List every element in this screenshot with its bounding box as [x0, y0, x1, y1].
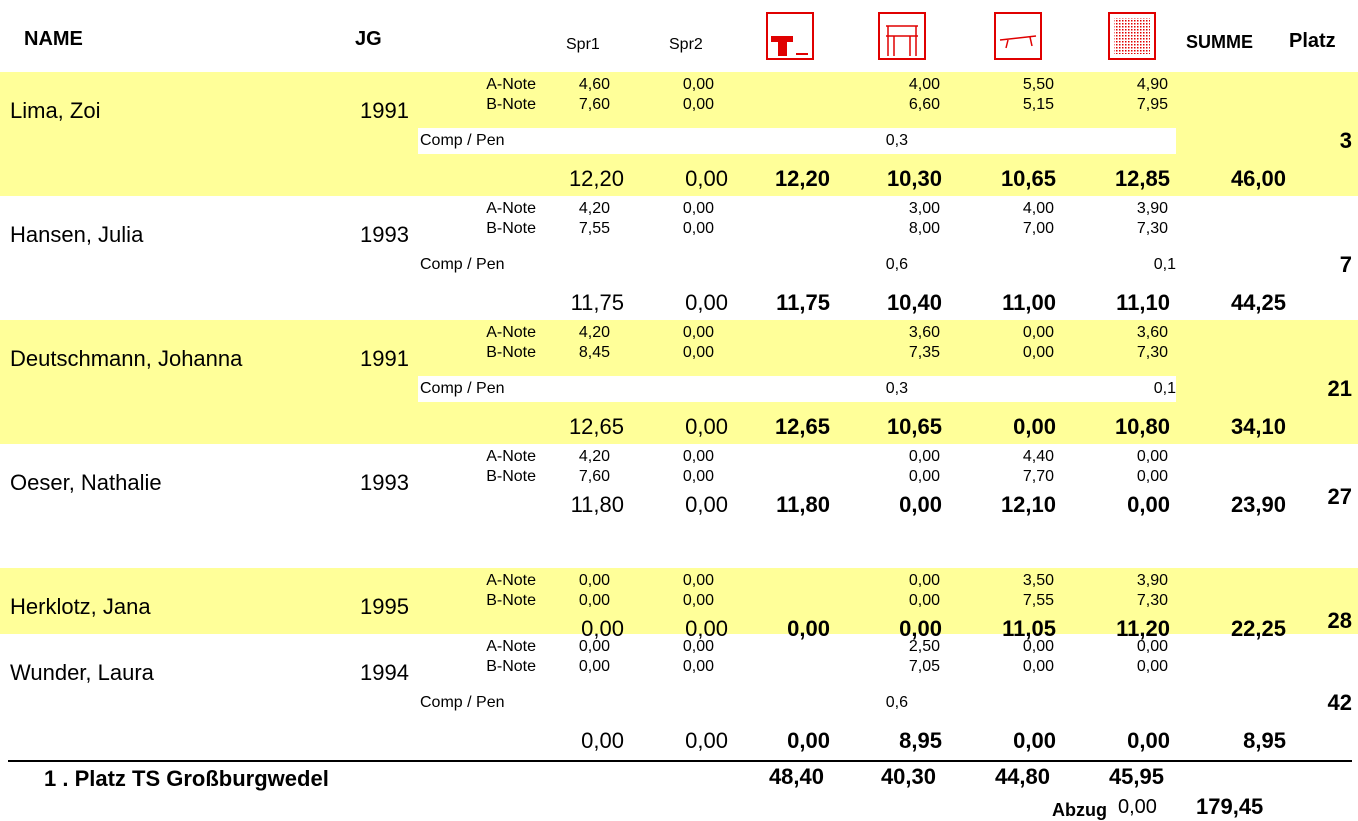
athlete-name: Deutschmann, Johanna	[10, 346, 243, 371]
apparatus-total: 0,00	[787, 616, 830, 641]
a-note-score: 0,00	[1136, 638, 1168, 655]
run-total: 11,75	[570, 290, 624, 315]
vault-icon	[766, 12, 814, 60]
comp-pen-band	[418, 376, 1176, 402]
athlete-name: Hansen, Julia	[10, 222, 144, 247]
b-note-score: 7,35	[908, 344, 940, 361]
b-note-score: 7,55	[1022, 592, 1054, 609]
apparatus-total: 0,00	[899, 492, 942, 517]
a-note-score: 0,00	[682, 76, 714, 93]
b-note-score: 0,00	[682, 468, 714, 485]
a-note-score: 4,00	[908, 76, 940, 93]
balance-beam-icon	[994, 12, 1042, 60]
a-note-score: 3,90	[1136, 200, 1168, 217]
a-note-score: 0,00	[578, 638, 610, 655]
b-note-score: 5,15	[1022, 96, 1054, 113]
run-total: 0,00	[685, 414, 728, 439]
apparatus-total: 11,75	[776, 290, 830, 315]
apparatus-total: 12,10	[1000, 492, 1056, 517]
comp-pen-label: Comp / Pen	[420, 132, 505, 149]
b-note-score: 7,55	[578, 220, 610, 237]
a-note-score: 5,50	[1022, 76, 1054, 93]
apparatus-total: 11,20	[1116, 616, 1170, 641]
floor-icon	[1108, 12, 1156, 60]
athlete-platz: 7	[1339, 252, 1352, 277]
apparatus-total: 10,65	[886, 414, 942, 439]
comp-pen-bars: 0,3	[885, 380, 908, 397]
a-note-score: 0,00	[682, 448, 714, 465]
run-total: 0,00	[581, 616, 624, 641]
athlete-name: Oeser, Nathalie	[10, 470, 162, 495]
run-total: 12,65	[568, 414, 624, 439]
athlete-name: Herklotz, Jana	[10, 594, 151, 619]
athlete-name: Wunder, Laura	[10, 660, 154, 685]
comp-pen-bars: 0,6	[885, 256, 908, 273]
b-note-score: 0,00	[908, 592, 940, 609]
a-note-label: A-Note	[486, 200, 536, 217]
b-note-score: 7,00	[1022, 220, 1054, 237]
a-note-score: 4,20	[578, 448, 610, 465]
b-note-score: 7,30	[1136, 344, 1168, 361]
header-platz: Platz	[1289, 30, 1336, 52]
apparatus-total: 11,10	[1116, 290, 1170, 315]
footer-total-vault: 48,40	[768, 764, 824, 789]
athlete-year: 1995	[360, 594, 409, 619]
a-note-label: A-Note	[486, 76, 536, 93]
athlete-summe: 34,10	[1230, 414, 1286, 439]
a-note-label: A-Note	[486, 324, 536, 341]
apparatus-total: 10,30	[886, 166, 942, 191]
run-total: 0,00	[581, 728, 624, 753]
athlete-summe: 23,90	[1230, 492, 1286, 517]
comp-pen-floor: 0,1	[1153, 256, 1176, 273]
comp-pen-label: Comp / Pen	[420, 256, 505, 273]
athlete-year: 1991	[360, 98, 409, 123]
grand-total: 179,45	[1196, 794, 1264, 819]
b-note-score: 7,60	[578, 468, 610, 485]
apparatus-total: 10,80	[1114, 414, 1170, 439]
athlete-summe: 46,00	[1230, 166, 1286, 191]
team-placement: 1 . Platz TS Großburgwedel	[44, 766, 329, 791]
abzug-label: Abzug	[1052, 800, 1107, 820]
b-note-score: 7,05	[908, 658, 940, 675]
comp-pen-band	[418, 128, 1176, 154]
apparatus-total: 0,00	[1127, 728, 1170, 753]
apparatus-total: 0,00	[787, 728, 830, 753]
header-jg: JG	[355, 28, 382, 50]
apparatus-total: 11,00	[1002, 290, 1056, 315]
header-spr2: Spr2	[669, 36, 703, 53]
b-note-score: 0,00	[578, 592, 610, 609]
header-spr1: Spr1	[566, 36, 600, 53]
run-total: 0,00	[685, 290, 728, 315]
apparatus-total: 12,20	[774, 166, 830, 191]
b-note-label: B-Note	[486, 344, 536, 361]
apparatus-total: 12,85	[1114, 166, 1170, 191]
a-note-score: 0,00	[1022, 324, 1054, 341]
b-note-score: 8,00	[908, 220, 940, 237]
a-note-score: 0,00	[682, 572, 714, 589]
b-note-score: 0,00	[908, 468, 940, 485]
athlete-summe: 44,25	[1230, 290, 1286, 315]
a-note-score: 4,20	[578, 324, 610, 341]
b-note-score: 8,45	[578, 344, 610, 361]
athlete-platz: 42	[1327, 690, 1352, 715]
athlete-summe: 8,95	[1243, 728, 1286, 753]
footer-total-floor: 45,95	[1108, 764, 1164, 789]
apparatus-total: 0,00	[1013, 728, 1056, 753]
a-note-score: 0,00	[1136, 448, 1168, 465]
b-note-score: 7,70	[1022, 468, 1054, 485]
a-note-score: 4,40	[1022, 448, 1054, 465]
athlete-year: 1993	[360, 222, 409, 247]
b-note-score: 0,00	[682, 592, 714, 609]
b-note-label: B-Note	[486, 96, 536, 113]
comp-pen-label: Comp / Pen	[420, 694, 505, 711]
b-note-score: 7,30	[1136, 220, 1168, 237]
run-total: 0,00	[685, 616, 728, 641]
athlete-summe: 22,25	[1230, 616, 1286, 641]
comp-pen-floor: 0,1	[1153, 380, 1176, 397]
athlete-platz: 3	[1339, 128, 1352, 153]
b-note-score: 7,60	[578, 96, 610, 113]
b-note-score: 7,95	[1136, 96, 1168, 113]
b-note-score: 0,00	[682, 658, 714, 675]
athlete-platz: 28	[1327, 608, 1352, 633]
a-note-score: 0,00	[682, 324, 714, 341]
b-note-score: 0,00	[1136, 658, 1168, 675]
athlete-year: 1991	[360, 346, 409, 371]
comp-pen-bars: 0,6	[885, 694, 908, 711]
b-note-score: 0,00	[682, 96, 714, 113]
a-note-score: 3,00	[908, 200, 940, 217]
b-note-label: B-Note	[486, 658, 536, 675]
a-note-score: 4,60	[578, 76, 610, 93]
header-name: NAME	[24, 28, 83, 50]
athlete-year: 1993	[360, 470, 409, 495]
a-note-score: 4,20	[578, 200, 610, 217]
header-summe: SUMME	[1186, 32, 1253, 52]
b-note-score: 0,00	[682, 344, 714, 361]
a-note-label: A-Note	[486, 638, 536, 655]
a-note-score: 3,90	[1136, 572, 1168, 589]
run-total: 0,00	[685, 166, 728, 191]
a-note-score: 0,00	[682, 200, 714, 217]
uneven-bars-icon	[878, 12, 926, 60]
athlete-platz: 21	[1327, 376, 1352, 401]
comp-pen-bars: 0,3	[885, 132, 908, 149]
apparatus-total: 0,00	[899, 616, 942, 641]
a-note-score: 0,00	[578, 572, 610, 589]
a-note-score: 0,00	[908, 448, 940, 465]
athlete-platz: 27	[1327, 484, 1352, 509]
run-total: 0,00	[685, 728, 728, 753]
apparatus-total: 11,80	[776, 492, 830, 517]
apparatus-total: 10,65	[1000, 166, 1056, 191]
a-note-score: 2,50	[908, 638, 940, 655]
a-note-score: 0,00	[1022, 638, 1054, 655]
run-total: 12,20	[568, 166, 624, 191]
run-total: 11,80	[570, 492, 624, 517]
comp-pen-label: Comp / Pen	[420, 380, 505, 397]
a-note-score: 3,50	[1022, 572, 1054, 589]
apparatus-total: 0,00	[1127, 492, 1170, 517]
b-note-label: B-Note	[486, 468, 536, 485]
b-note-score: 0,00	[578, 658, 610, 675]
footer-divider	[8, 760, 1352, 762]
run-total: 0,00	[685, 492, 728, 517]
b-note-label: B-Note	[486, 592, 536, 609]
a-note-score: 0,00	[908, 572, 940, 589]
b-note-score: 0,00	[682, 220, 714, 237]
a-note-score: 0,00	[682, 638, 714, 655]
apparatus-total: 12,65	[774, 414, 830, 439]
b-note-score: 0,00	[1022, 658, 1054, 675]
apparatus-total: 0,00	[1013, 414, 1056, 439]
apparatus-total: 10,40	[886, 290, 942, 315]
b-note-score: 0,00	[1022, 344, 1054, 361]
a-note-score: 4,00	[1022, 200, 1054, 217]
b-note-score: 7,30	[1136, 592, 1168, 609]
athlete-name: Lima, Zoi	[10, 98, 101, 123]
footer-total-beam: 44,80	[994, 764, 1050, 789]
b-note-score: 6,60	[908, 96, 940, 113]
a-note-label: A-Note	[486, 448, 536, 465]
b-note-label: B-Note	[486, 220, 536, 237]
a-note-label: A-Note	[486, 572, 536, 589]
athlete-year: 1994	[360, 660, 409, 685]
a-note-score: 4,90	[1136, 76, 1168, 93]
b-note-score: 0,00	[1136, 468, 1168, 485]
abzug-value: 0,00	[1118, 796, 1157, 818]
a-note-score: 3,60	[1136, 324, 1168, 341]
footer-total-bars: 40,30	[880, 764, 936, 789]
a-note-score: 3,60	[908, 324, 940, 341]
apparatus-total: 8,95	[899, 728, 942, 753]
apparatus-total: 11,05	[1002, 616, 1056, 641]
